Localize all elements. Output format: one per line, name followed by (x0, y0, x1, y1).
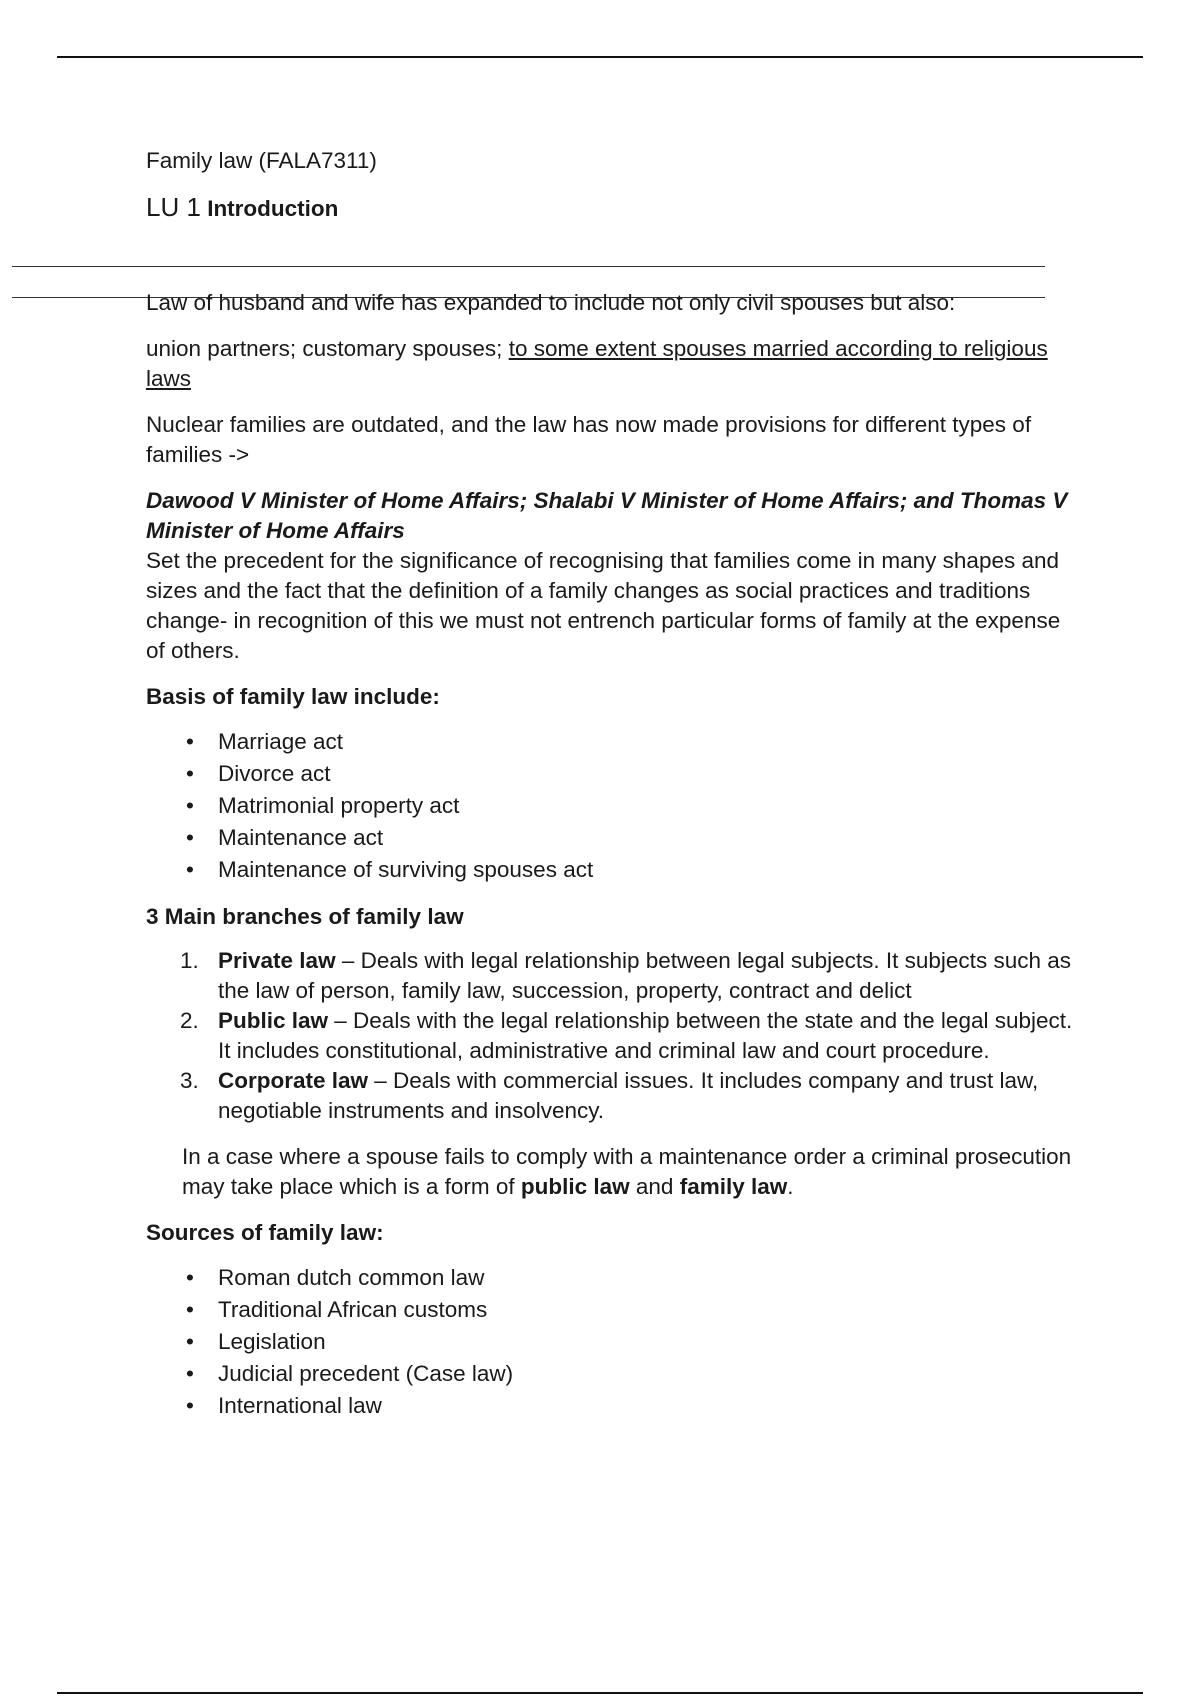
criminal-bold-family-law: family law (679, 1174, 788, 1199)
branch-item-corporate-law (146, 1066, 1076, 1126)
bullet-icon: • (186, 1265, 194, 1290)
bullet-icon: • (186, 1393, 194, 1418)
branch-description: – Deals with the legal relationship between the state and the legal subject. It includes constitutional, administrative and criminal law and court procedure. (218, 1008, 1073, 1063)
criminal-prosecution-paragraph (146, 1142, 1076, 1202)
list-item-text: International law (218, 1393, 382, 1418)
basis-heading: Basis of family law include: (146, 684, 440, 709)
bullet-icon: • (186, 761, 194, 786)
sources-heading: Sources of family law: (146, 1220, 384, 1245)
bullet-icon: • (186, 1297, 194, 1322)
list-item (146, 790, 1076, 822)
union-plain-text: union partners; customary spouses; (146, 336, 509, 361)
branch-item-public-law (146, 1006, 1076, 1066)
sources-list (146, 1262, 1076, 1422)
case-citations: Dawood V Minister of Home Affairs; Shalabi V Minister of Home Affairs; and Thomas V Minister of Home Affairs (146, 488, 1068, 543)
branches-list (146, 946, 1076, 1126)
list-item (146, 822, 1076, 854)
list-item-text: Legislation (218, 1329, 326, 1354)
union-paragraph (146, 334, 1076, 394)
criminal-bold-public-law: public law (520, 1174, 630, 1199)
bullet-icon: • (186, 825, 194, 850)
basis-list (146, 726, 1076, 886)
branch-description: – Deals with commercial issues. It includes company and trust law, negotiable instruments and insolvency. (218, 1068, 1039, 1123)
bullet-icon: • (186, 793, 194, 818)
list-item-text: Matrimonial property act (218, 793, 460, 818)
branch-term: Corporate law (218, 1068, 369, 1093)
branch-number: 3. (180, 1068, 199, 1093)
list-item-text: Traditional African customs (218, 1297, 488, 1322)
list-item-text: Maintenance of surviving spouses act (218, 857, 594, 882)
header-rule (57, 56, 1143, 58)
list-item-text: Roman dutch common law (218, 1265, 485, 1290)
list-item-text: Judicial precedent (Case law) (218, 1361, 514, 1386)
bullet-icon: • (186, 1361, 194, 1386)
branch-term: Public law (218, 1008, 329, 1033)
learning-unit-number: LU 1 (146, 192, 201, 222)
list-item-text: Marriage act (218, 729, 344, 754)
list-item (146, 1390, 1076, 1422)
course-title: Family law (FALA7311) (146, 148, 377, 173)
branch-term: Private law (218, 948, 336, 973)
nuclear-families-paragraph: Nuclear families are outdated, and the law has now made provisions for different types of families -> (146, 412, 1032, 467)
criminal-text: In a case where a spouse fails to comply with a maintenance order a criminal prosecution may take place which is a form of (182, 1144, 1072, 1199)
branch-item-private-law (146, 946, 1076, 1006)
bullet-icon: • (186, 729, 194, 754)
branch-number: 1. (180, 948, 199, 973)
list-item (146, 1358, 1076, 1390)
list-item (146, 726, 1076, 758)
learning-unit-title: Introduction (207, 196, 339, 221)
list-item (146, 1262, 1076, 1294)
list-item (146, 1294, 1076, 1326)
union-underlined-text: to some extent spouses married according to religious laws (146, 336, 1048, 391)
learning-unit-heading (146, 189, 1076, 225)
list-item-text: Maintenance act (218, 825, 384, 850)
intro-paragraph: Law of husband and wife has expanded to include not only civil spouses but also: (146, 290, 956, 315)
criminal-text: . (787, 1174, 794, 1199)
list-item (146, 758, 1076, 790)
branch-description: – Deals with legal relationship between legal subjects. It subjects such as the law of person, family law, succession, property, contract and delict (218, 948, 1071, 1003)
list-item (146, 1326, 1076, 1358)
list-item-text: Divorce act (218, 761, 331, 786)
criminal-text: and (629, 1174, 680, 1199)
bullet-icon: • (186, 1329, 194, 1354)
footer-rule (57, 1692, 1143, 1694)
list-item (146, 854, 1076, 886)
branches-heading: 3 Main branches of family law (146, 904, 464, 929)
precedent-paragraph: Set the precedent for the significance of recognising that families come in many shapes and sizes and the fact that the definition of a family changes as social practices and traditions change- in recognition of this we must not entrench particular forms of family at the expense of others. (146, 548, 1061, 663)
document-body (146, 143, 1076, 1422)
branch-number: 2. (180, 1008, 199, 1033)
bullet-icon: • (186, 857, 194, 882)
